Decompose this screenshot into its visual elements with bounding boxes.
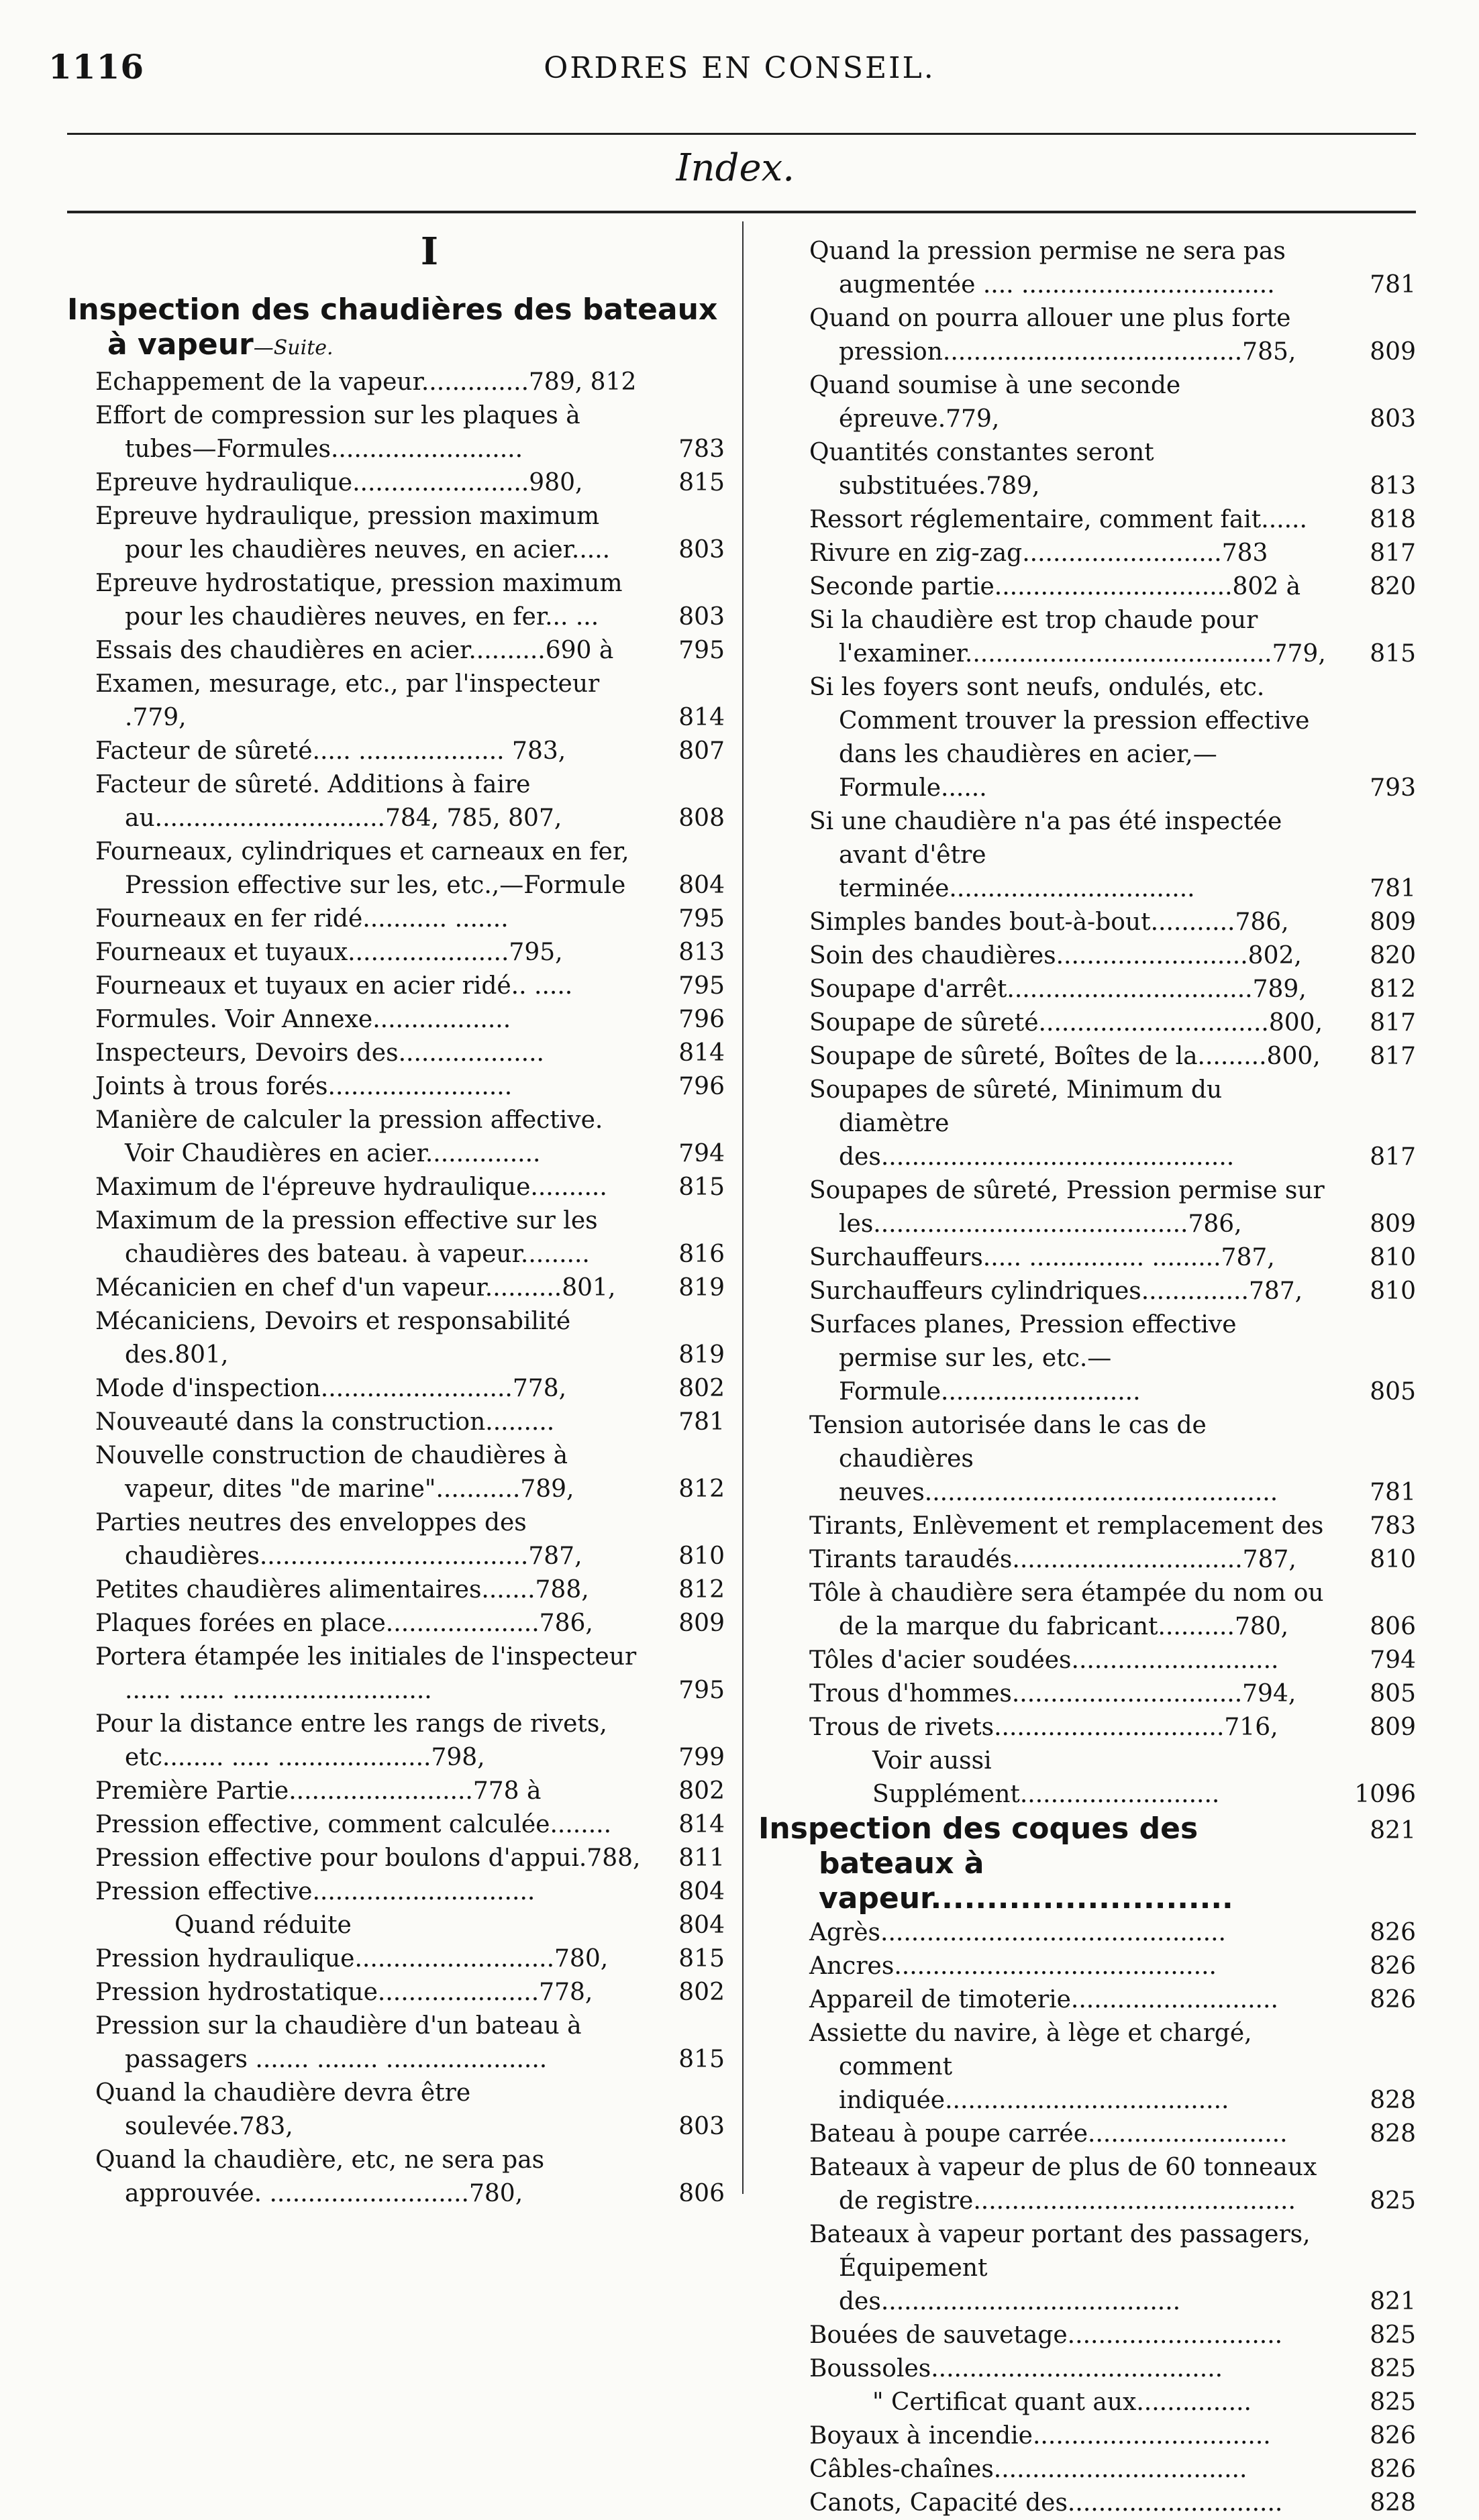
entry-text: Pression effective, comment calculée........ [95, 1811, 612, 1838]
entry-text: Epreuve hydraulique.......................980, [95, 469, 583, 496]
index-entry [67, 936, 725, 969]
entry-text: Mécanicien en chef d'un vapeur..........801, [95, 1274, 616, 1302]
index-entry [758, 2017, 1416, 2117]
index-entry [67, 634, 725, 668]
index-entry [67, 1204, 725, 1271]
entry-text: Epreuve hydraulique, pression maximum pour les chaudières neuves, en acier..... [95, 503, 611, 564]
entry-page-ref: 820 [1370, 942, 1416, 969]
index-entry [758, 537, 1416, 570]
entry-page-ref: 825 [1370, 2187, 1416, 2215]
index-entry [67, 2009, 725, 2077]
entry-text: Inspecteurs, Devoirs des................... [95, 1039, 544, 1067]
entry-text: Mécaniciens, Devoirs et responsabilité des.801, [95, 1308, 571, 1369]
entry-page-ref: 819 [678, 1341, 725, 1369]
entry-text: Soupape de sûreté..............................800, [809, 1009, 1323, 1037]
index-entry [67, 902, 725, 936]
index-entry [67, 1976, 725, 2009]
entry-text: Soupape de sûreté, Boîtes de la.........800, [809, 1043, 1321, 1070]
entry-text: Première Partie........................778 à [95, 1777, 542, 1805]
entry-page-ref: 828 [1370, 2087, 1416, 2114]
page-number: 1116 [48, 47, 145, 87]
entry-page-ref: 811 [678, 1844, 725, 1872]
entry-page-ref: 783 [1370, 1512, 1416, 1540]
entry-text: Fourneaux en fer ridé........... ....... [95, 905, 509, 933]
index-entry [67, 668, 725, 735]
entry-page-ref: 795 [678, 1677, 725, 1704]
index-entry [67, 1003, 725, 1037]
entry-text: Assiette du navire, à lège et chargé, comment indiquée..................................... [809, 2019, 1252, 2114]
entry-text: Bateaux à vapeur de plus de 60 tonneaux de registre.......................................... [809, 2154, 1317, 2215]
index-entry [67, 1271, 725, 1305]
right-column [758, 235, 1416, 2520]
entry-page-ref: 826 [1370, 1952, 1416, 1980]
index-entry [67, 1171, 725, 1204]
index-entry [758, 671, 1416, 805]
index-entry [67, 1439, 725, 1506]
index-entry [758, 973, 1416, 1006]
entry-page-ref: 809 [1370, 1210, 1416, 1238]
index-entry [758, 906, 1416, 939]
entry-text: Petites chaudières alimentaires.......788, [95, 1576, 589, 1604]
entry-text: Formules. Voir Annexe.................. [95, 1006, 511, 1033]
entry-page-ref: 796 [678, 1073, 725, 1100]
entry-page-ref: 812 [678, 1576, 725, 1604]
entry-page-ref: 804 [678, 872, 725, 899]
entry-text: Ressort réglementaire, comment fait...... [809, 506, 1307, 533]
entry-text: Portera étampée les initiales de l'inspecteur ...... ...... .......................... [95, 1643, 637, 1704]
index-entry [758, 2386, 1416, 2419]
entry-page-ref: 826 [1370, 1986, 1416, 2013]
entry-page-ref: 809 [678, 1610, 725, 1637]
entry-text: Tirants taraudés..............................787, [809, 1546, 1296, 1573]
entry-page-ref: 803 [1370, 405, 1416, 433]
entry-text: Si une chaudière n'a pas été inspectée avant d'être terminée................................ [809, 808, 1282, 902]
index-entry [758, 570, 1416, 604]
entry-page-ref: 817 [1370, 539, 1416, 567]
entry-page-ref: 781 [678, 1408, 725, 1436]
entry-text: Simples bandes bout-à-bout...........786, [809, 908, 1289, 936]
index-entry [758, 2453, 1416, 2486]
entry-text: Surchauffeurs cylindriques..............787, [809, 1277, 1303, 1305]
entry-text: Plaques forées en place....................786, [95, 1610, 593, 1637]
entry-text: Soin des chaudières.........................802, [809, 942, 1302, 969]
entry-page-ref: 783 [678, 435, 725, 463]
entry-page-ref: 828 [1370, 2120, 1416, 2148]
index-entry [758, 503, 1416, 537]
index-entry [758, 2319, 1416, 2352]
entry-page-ref: 795 [678, 905, 725, 933]
entry-page-ref: 826 [1370, 2422, 1416, 2450]
column-divider [742, 221, 744, 2194]
entry-page-ref: 802 [678, 1777, 725, 1805]
entry-text: Fourneaux et tuyaux.....................795, [95, 939, 563, 966]
left-entry-list [67, 366, 725, 2211]
index-entry [67, 500, 725, 567]
index-entry [67, 1775, 725, 1808]
entry-text: Agrès............................................. [809, 1919, 1226, 1946]
entry-page-ref: 809 [1370, 338, 1416, 366]
entry-page-ref: 817 [1370, 1143, 1416, 1171]
entry-page-ref: 828 [1370, 2489, 1416, 2517]
heading-text: Inspection des chaudières des bateaux à vapeur [67, 293, 718, 362]
left-column [67, 229, 725, 2211]
entry-page-ref: 1096 [1354, 1781, 1416, 1808]
index-entry [67, 1875, 725, 1909]
entry-text: Trous d'hommes..............................794, [809, 1680, 1296, 1708]
entry-text: Pression sur la chaudière d'un bateau à passagers ....... ........ ..................... [95, 2012, 582, 2073]
index-entry [67, 466, 725, 500]
entry-page-ref: 815 [678, 1945, 725, 1973]
heading-page-ref: 821 [1370, 1817, 1416, 1844]
heading-suffix: —Suite. [253, 336, 334, 360]
index-entry [67, 1909, 725, 1942]
entry-page-ref: 809 [1370, 908, 1416, 936]
entry-text: Quand soumise à une seconde épreuve.779, [809, 372, 1181, 433]
index-entry [758, 1983, 1416, 2017]
entry-page-ref: 781 [1370, 1479, 1416, 1506]
entry-text: Maximum de la pression effective sur les chaudières des bateau. à vapeur......... [95, 1207, 598, 1268]
entry-text: Seconde partie...............................802 à [809, 573, 1301, 600]
entry-text: Quantités constantes seront substituées.789, [809, 439, 1154, 500]
entry-page-ref: 813 [1370, 472, 1416, 500]
entry-page-ref: 812 [678, 1475, 725, 1503]
entry-text: Soupape d'arrêt................................789, [809, 976, 1307, 1003]
entry-text: Boussoles...................................... [809, 2355, 1223, 2382]
index-entry [67, 399, 725, 466]
entry-text: Pression hydraulique..........................780, [95, 1945, 609, 1973]
index-entry [758, 1577, 1416, 1644]
right-entry-list-2 [758, 1916, 1416, 2520]
index-entry [758, 604, 1416, 671]
entry-text: Pour la distance entre les rangs de rivets, etc........ ..... ....................798, [95, 1710, 607, 1771]
entry-page-ref: 802 [678, 1979, 725, 2006]
index-entry [67, 1406, 725, 1439]
index-entry [67, 1070, 725, 1104]
entry-page-ref: 821 [1370, 2288, 1416, 2315]
entry-text: Si les foyers sont neufs, ondulés, etc. Comment trouver la pression effective dans les chaudières en acier,—Formule...... [809, 674, 1310, 802]
entry-page-ref: 814 [678, 1039, 725, 1067]
entry-page-ref: 807 [678, 737, 725, 765]
index-entry [67, 1607, 725, 1640]
entry-page-ref: 802 [678, 1375, 725, 1402]
entry-text: Essais des chaudières en acier..........690 à [95, 637, 614, 664]
entry-page-ref: 814 [678, 704, 725, 731]
entry-page-ref: 810 [678, 1542, 725, 1570]
index-entry [758, 2486, 1416, 2520]
entry-page-ref: 814 [678, 1811, 725, 1838]
section-rule [67, 211, 1416, 213]
index-entry [758, 1711, 1416, 1744]
entry-text: Quand la chaudière, etc, ne sera pas approuvée. ..........................780, [95, 2146, 545, 2207]
entry-text: Tôle à chaudière sera étampée du nom ou de la marque du fabricant..........780, [809, 1579, 1324, 1640]
entry-page-ref: 815 [678, 1173, 725, 1201]
index-entry [67, 1842, 725, 1875]
entry-page-ref: 820 [1370, 573, 1416, 600]
entry-text: Effort de compression sur les plaques à tubes—Formules......................... [95, 402, 580, 463]
entry-page-ref: 826 [1370, 2456, 1416, 2483]
entry-text: Mode d'inspection.........................778, [95, 1375, 567, 1402]
right-entry-list [758, 235, 1416, 1812]
index-entry [758, 436, 1416, 503]
entry-text: Quand on pourra allouer une plus forte pression.......................................785, [809, 305, 1296, 366]
entry-page-ref: 803 [678, 603, 725, 631]
index-entry [758, 1950, 1416, 1983]
index-entry [758, 2151, 1416, 2218]
entry-text: Maximum de l'épreuve hydraulique.......... [95, 1173, 607, 1201]
index-entry [758, 1241, 1416, 1275]
entry-page-ref: 794 [678, 1140, 725, 1167]
entry-page-ref: 815 [1370, 640, 1416, 668]
index-entry [67, 2077, 725, 2144]
entry-text: Ancres.......................................... [809, 1952, 1217, 1980]
index-entry [758, 2419, 1416, 2453]
index-entry [758, 1644, 1416, 1677]
entry-text: Pression effective............................. [95, 1878, 536, 1905]
entry-text: Quand la chaudière devra être soulevée.783, [95, 2079, 471, 2140]
entry-page-ref: 812 [1370, 976, 1416, 1003]
entry-page-ref: 796 [678, 1006, 725, 1033]
entry-text: Fourneaux, cylindriques et carneaux en fer, Pression effective sur les, etc.,—Formule [95, 838, 629, 899]
index-entry [758, 1543, 1416, 1577]
index-heading [67, 293, 725, 366]
entry-text: Rivure en zig-zag..........................783 [809, 539, 1268, 567]
index-entry [758, 1510, 1416, 1543]
entry-page-ref: 817 [1370, 1009, 1416, 1037]
entry-page-ref: 809 [1370, 1714, 1416, 1741]
entry-page-ref: 805 [1370, 1378, 1416, 1406]
index-letter: I [420, 229, 439, 274]
entry-page-ref: 813 [678, 939, 725, 966]
entry-text: Quand la pression permise ne sera pas augmentée .... ................................. [809, 238, 1286, 299]
entry-text: Câbles-chaînes................................. [809, 2456, 1247, 2483]
entry-page-ref: 793 [1370, 774, 1416, 802]
entry-page-ref: 815 [678, 2046, 725, 2073]
entry-page-ref: 818 [1370, 506, 1416, 533]
entry-text: Manière de calculer la pression affective. Voir Chaudières en acier............... [95, 1106, 603, 1167]
entry-text: Bateau à poupe carrée.......................... [809, 2120, 1288, 2148]
heading-text: Inspection des coques des bateaux à vapeur........................... [758, 1812, 1233, 1915]
index-entry [67, 735, 725, 768]
index-entry [758, 1275, 1416, 1308]
index-entry [758, 2218, 1416, 2319]
index-entry [758, 1677, 1416, 1711]
index-entry [758, 939, 1416, 973]
index-entry [67, 1104, 725, 1171]
entry-page-ref: 795 [678, 637, 725, 664]
index-heading-2 [758, 1812, 1416, 1916]
index-entry [67, 768, 725, 835]
entry-page-ref: 794 [1370, 1646, 1416, 1674]
entry-page-ref: 781 [1370, 271, 1416, 299]
index-entry [758, 1409, 1416, 1510]
index-entry [758, 235, 1416, 302]
index-entry [758, 1073, 1416, 1174]
index-entry [758, 302, 1416, 369]
entry-text: Parties neutres des enveloppes des chaudières...................................787, [95, 1509, 582, 1570]
entry-page-ref: 803 [678, 536, 725, 564]
index-entry [67, 835, 725, 902]
entry-page-ref: 808 [678, 804, 725, 832]
entry-page-ref: 819 [678, 1274, 725, 1302]
running-title: ORDRES EN CONSEIL. [544, 51, 935, 85]
entry-text: Nouveauté dans la construction......... [95, 1408, 555, 1436]
entry-page-ref: 805 [1370, 1680, 1416, 1708]
entry-text: Echappement de la vapeur..............789, 812 [95, 368, 637, 396]
index-entry [758, 1744, 1416, 1812]
entry-page-ref: 825 [1370, 2388, 1416, 2416]
index-entry [758, 2352, 1416, 2386]
entry-text: Tirants, Enlèvement et remplacement des [809, 1512, 1324, 1540]
entry-text: Epreuve hydrostatique, pression maximum pour les chaudières neuves, en fer... ... [95, 570, 623, 631]
index-entry [758, 369, 1416, 436]
index-entry [67, 969, 725, 1003]
header-rule [67, 133, 1416, 135]
entry-text: Boyaux à incendie............................... [809, 2422, 1271, 2450]
index-entry [758, 1308, 1416, 1409]
entry-text: Appareil de timoterie........................... [809, 1986, 1278, 2013]
entry-text: Soupapes de sûreté, Minimum du diamètre des.............................................. [809, 1076, 1235, 1171]
entry-text: Tension autorisée dans le cas de chaudières neuves.............................................. [809, 1412, 1278, 1506]
entry-text: Canots, Capacité des............................ [809, 2489, 1283, 2517]
entry-text: Pression hydrostatique.....................778, [95, 1979, 593, 2006]
index-entry [67, 366, 725, 399]
entry-page-ref: 806 [1370, 1613, 1416, 1640]
entry-page-ref: 825 [1370, 2321, 1416, 2349]
entry-page-ref: 804 [678, 1878, 725, 1905]
entry-page-ref: 795 [678, 972, 725, 1000]
entry-text: Joints à trous forés........................ [95, 1073, 513, 1100]
index-entry [67, 1372, 725, 1406]
entry-page-ref: 803 [678, 2113, 725, 2140]
entry-text: Bouées de sauvetage............................ [809, 2321, 1283, 2349]
entry-text: Quand réduite [174, 1911, 352, 1939]
entry-text: Soupapes de sûreté, Pression permise sur les.........................................786, [809, 1177, 1325, 1238]
entry-text: Examen, mesurage, etc., par l'inspecteur .779, [95, 670, 600, 731]
index-entry [758, 805, 1416, 906]
entry-text: Pression effective pour boulons d'appui.788, [95, 1844, 641, 1872]
index-entry [67, 1506, 725, 1573]
entry-text: Nouvelle construction de chaudières à vapeur, dites "de marine"...........789, [95, 1442, 574, 1503]
entry-text: Si la chaudière est trop chaude pour l'examiner........................................779, [809, 607, 1326, 668]
index-entry [67, 1708, 725, 1775]
index-entry [758, 1006, 1416, 1040]
index-entry [67, 1942, 725, 1976]
index-entry [67, 1037, 725, 1070]
entry-page-ref: 815 [678, 469, 725, 496]
index-entry [758, 2117, 1416, 2151]
entry-text: " Certificat quant aux............... [872, 2388, 1252, 2416]
index-entry [67, 567, 725, 634]
entry-text: Facteur de sûreté. Additions à faire au..............................784, 785, 807, [95, 771, 562, 832]
index-entry [758, 1174, 1416, 1241]
section-title: Index. [676, 146, 795, 190]
entry-page-ref: 804 [678, 1911, 725, 1939]
entry-text: Trous de rivets..............................716, [809, 1714, 1278, 1741]
index-entry [67, 2144, 725, 2211]
entry-page-ref: 825 [1370, 2355, 1416, 2382]
index-entry [67, 1573, 725, 1607]
entry-page-ref: 781 [1370, 875, 1416, 902]
entry-text: Bateaux à vapeur portant des passagers, Équipement des....................................... [809, 2221, 1311, 2315]
entry-page-ref: 810 [1370, 1277, 1416, 1305]
entry-text: Surchauffeurs..... ............... .........787, [809, 1244, 1275, 1271]
index-entry [758, 1040, 1416, 1073]
entry-page-ref: 806 [678, 2180, 725, 2207]
entry-text: Fourneaux et tuyaux en acier ridé.. ..... [95, 972, 573, 1000]
entry-page-ref: 817 [1370, 1043, 1416, 1070]
entry-text: Tôles d'acier soudées........................... [809, 1646, 1279, 1674]
entry-text: Voir aussi Supplément.......................... [872, 1747, 1220, 1808]
entry-page-ref: 816 [678, 1241, 725, 1268]
index-entry [67, 1640, 725, 1708]
index-entry [67, 1305, 725, 1372]
entry-text: Facteur de sûreté..... ................... 783, [95, 737, 566, 765]
entry-page-ref: 826 [1370, 1919, 1416, 1946]
index-entry [758, 1916, 1416, 1950]
entry-page-ref: 810 [1370, 1546, 1416, 1573]
entry-page-ref: 799 [678, 1744, 725, 1771]
entry-page-ref: 810 [1370, 1244, 1416, 1271]
index-entry [67, 1808, 725, 1842]
entry-text: Surfaces planes, Pression effective permise sur les, etc.—Formule.......................... [809, 1311, 1237, 1406]
